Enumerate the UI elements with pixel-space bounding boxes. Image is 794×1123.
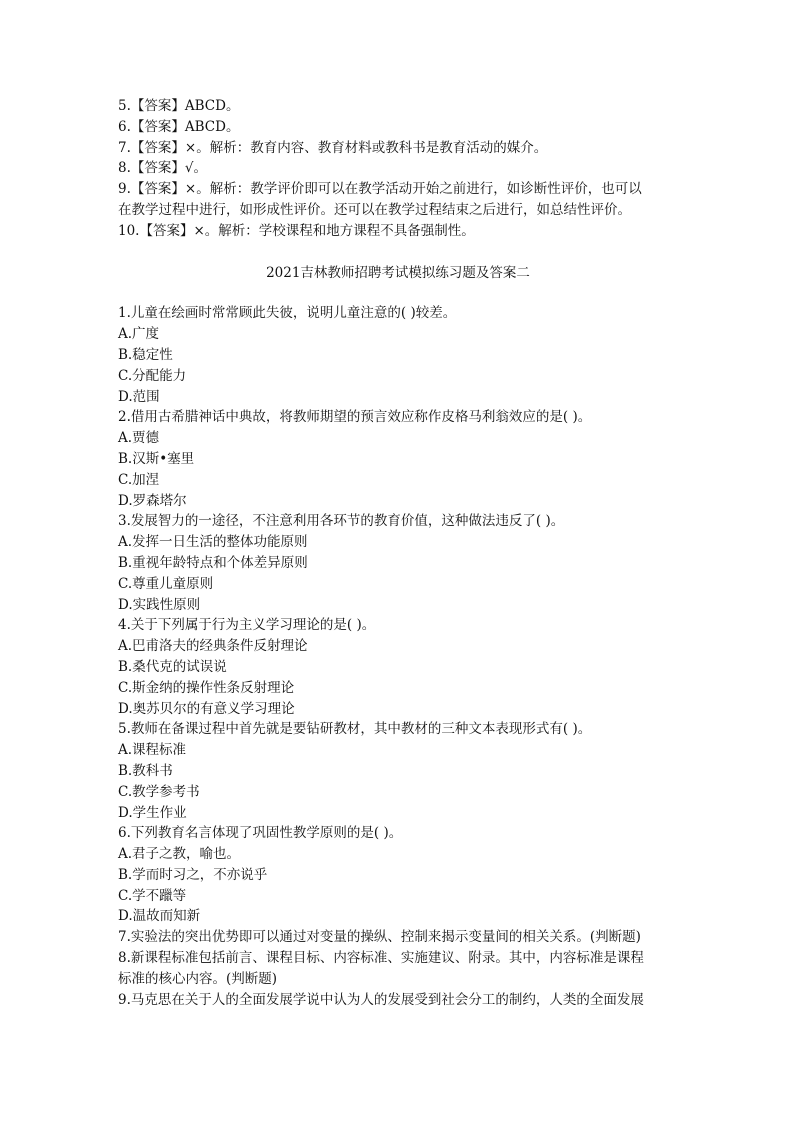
option-line: D.奥苏贝尔的有意义学习理论 — [118, 700, 295, 717]
option-line: B.桑代克的试误说 — [118, 658, 227, 675]
question-line: 7.实验法的突出优势即可以通过对变量的操纵、控制来揭示变量间的相关关系。(判断题) — [118, 929, 641, 946]
document-page — [118, 96, 678, 1010]
option-line: D.实践性原则 — [118, 596, 201, 613]
option-line: C.加涅 — [118, 471, 160, 488]
option-line: C.尊重儿童原则 — [118, 575, 214, 592]
option-line: A.发挥一日生活的整体功能原则 — [118, 534, 308, 551]
option-line: B.重视年龄特点和个体差异原则 — [118, 554, 308, 571]
option-line: C.学不躐等 — [118, 887, 187, 904]
answer-line: 6.【答案】ABCD。 — [118, 118, 240, 135]
section-title: 2021吉林教师招聘考试模拟练习题及答案二 — [266, 264, 530, 281]
question-line: 4.关于下列属于行为主义学习理论的是( )。 — [118, 617, 376, 634]
question-line: 标准的核心内容。(判断题) — [118, 970, 278, 987]
option-line: B.教科书 — [118, 762, 173, 779]
option-line: B.稳定性 — [118, 346, 173, 363]
answer-line: 5.【答案】ABCD。 — [118, 98, 240, 114]
option-line: C.分配能力 — [118, 367, 187, 384]
option-line: A.君子之教，喻也。 — [118, 846, 241, 863]
answer-line: 8.【答案】√。 — [118, 160, 207, 177]
option-line: D.学生作业 — [118, 804, 187, 821]
answer-line: 7.【答案】×。解析：教育内容、教育材料或教科书是教育活动的媒介。 — [118, 139, 548, 156]
option-line: A.课程标准 — [118, 742, 187, 759]
option-line: A.广度 — [118, 326, 160, 343]
answer-block — [118, 96, 678, 242]
option-line: B.学而时习之，不亦说乎 — [118, 866, 268, 883]
question-line: 2.借用古希腊神话中典故，将教师期望的预言效应称作皮格马利翁效应的是( )。 — [118, 409, 592, 426]
option-line: D.罗森塔尔 — [118, 492, 187, 509]
question-block — [118, 303, 678, 1010]
answer-line: 10.【答案】×。解析：学校课程和地方课程不具备强制性。 — [118, 222, 475, 239]
question-line: 6.下列教育名言体现了巩固性教学原则的是( )。 — [118, 825, 403, 842]
question-line: 1.儿童在绘画时常常顾此失彼，说明儿童注意的( )较差。 — [118, 305, 457, 322]
question-line: 3.发展智力的一途径，不注意利用各环节的教育价值，这种做法违反了( )。 — [118, 513, 565, 530]
question-line: 9.马克思在关于人的全面发展学说中认为人的发展受到社会分工的制约，人类的全面发展 — [118, 991, 644, 1008]
option-line: A.巴甫洛夫的经典条件反射理论 — [118, 638, 308, 655]
option-line: D.温故而知新 — [118, 908, 201, 925]
question-line: 8.新课程标准包括前言、课程目标、内容标准、实施建议、附录。其中，内容标准是课程 — [118, 950, 644, 967]
answer-line: 9.【答案】×。解析：教学评价即可以在教学活动开始之前进行，如诊断性评价，也可以 — [118, 181, 642, 198]
answer-line: 在教学过程中进行，如形成性评价。还可以在教学过程结束之后进行，如总结性评价。 — [118, 201, 631, 218]
option-line: C.斯金纳的操作性条反射理论 — [118, 679, 295, 696]
option-line: D.范围 — [118, 388, 160, 405]
option-line: C.教学参考书 — [118, 783, 200, 800]
question-line: 5.教师在备课过程中首先就是要钻研教材，其中教材的三种文本表现形式有( )。 — [118, 721, 592, 738]
option-line: A.贾德 — [118, 430, 160, 447]
option-line: B.汉斯•塞里 — [118, 450, 195, 467]
